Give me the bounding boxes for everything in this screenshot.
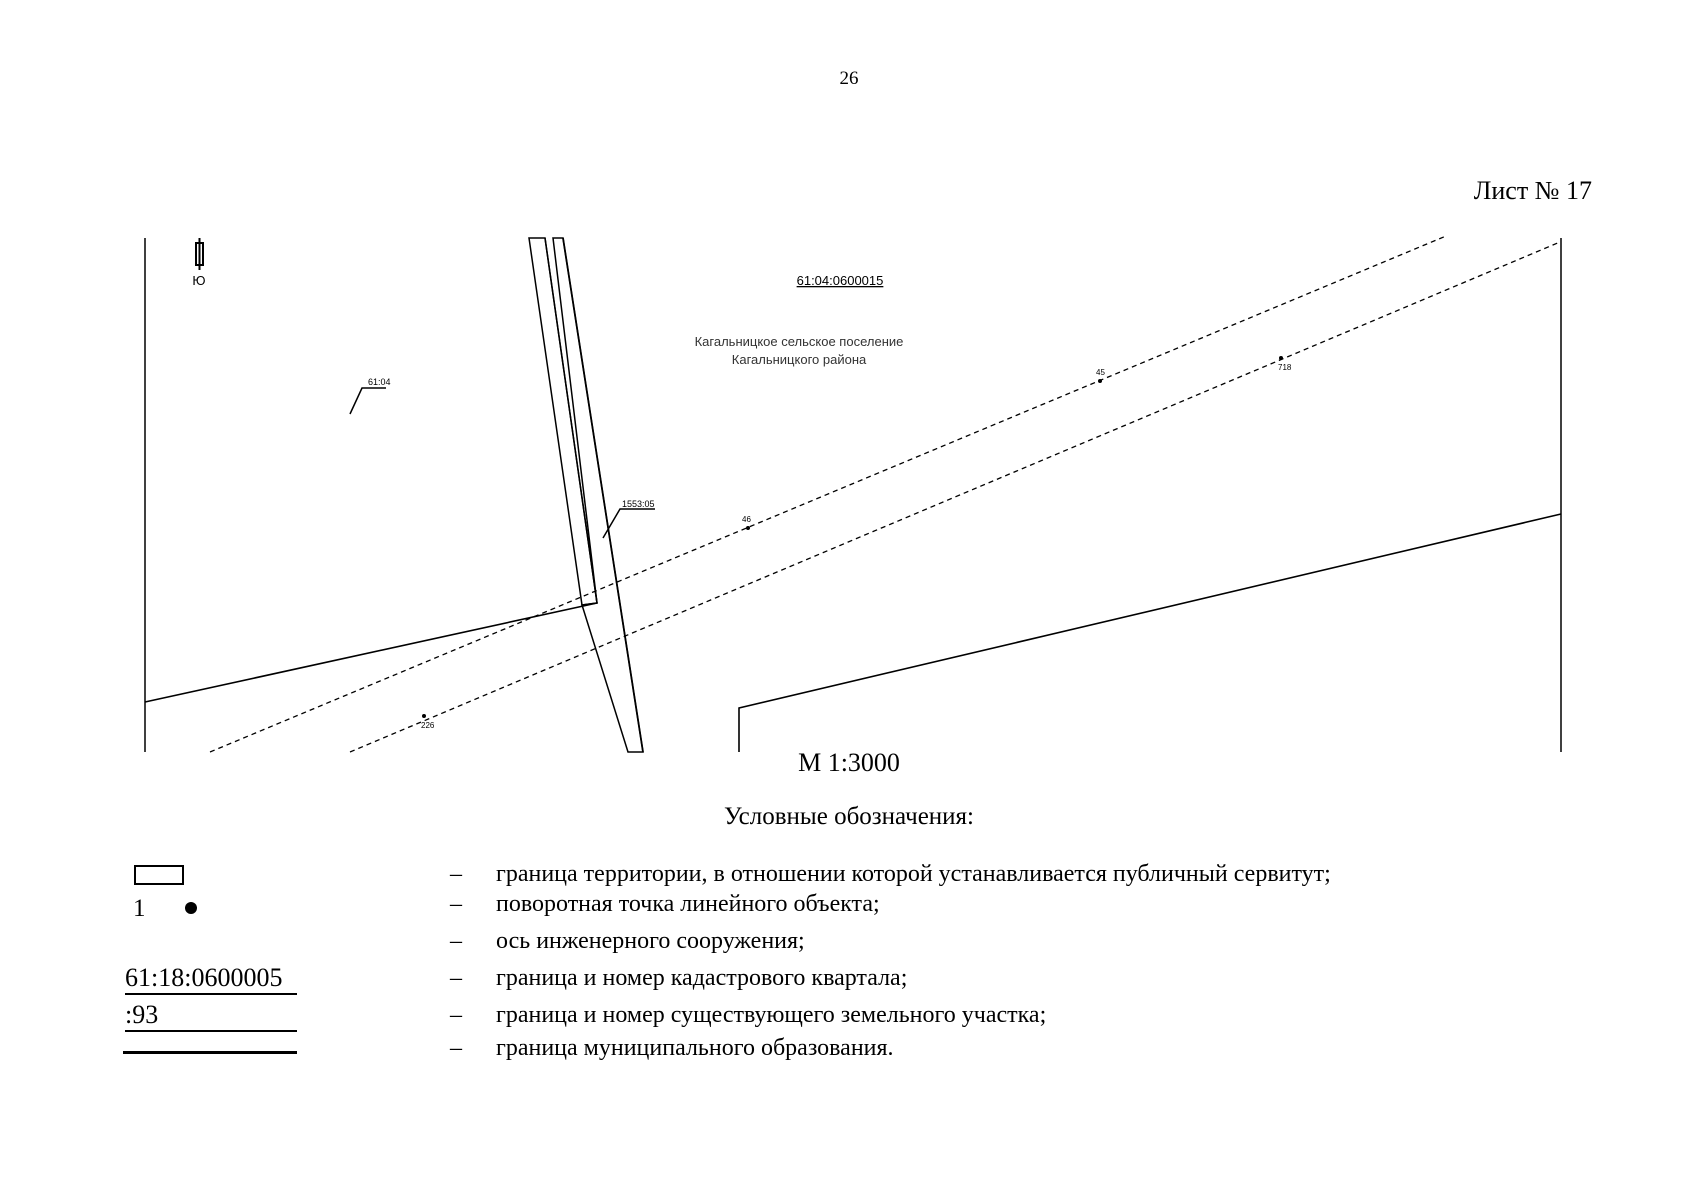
north-label: Ю	[192, 273, 206, 288]
legend-text-municipal: граница муниципального образования.	[496, 1035, 894, 1061]
parcel-symbol: :93	[125, 1000, 297, 1032]
legend-text-quarter: граница и номер кадастрового квартала;	[496, 965, 908, 991]
legend-dash: –	[450, 891, 462, 917]
legend-text-axis: ось инженерного сооружения;	[496, 928, 805, 954]
settlement-label-line1: Кагальницкое сельское поселение	[694, 334, 904, 349]
turn-point-b	[746, 526, 750, 530]
legend-dash: –	[450, 861, 462, 887]
turn-point-d	[422, 714, 426, 718]
legend-text-servitude: граница территории, в отношении которой устанавливается публичный сервитут;	[496, 861, 1331, 887]
legend-text-turn-point: поворотная точка линейного объекта;	[496, 891, 880, 917]
municipal-boundary-left	[145, 603, 597, 702]
scale-label: М 1:3000	[798, 748, 900, 777]
parcel-label-2: 1553:05	[622, 499, 655, 509]
legend-text-parcel: граница и номер существующего земельного участка;	[496, 1002, 1047, 1028]
settlement-label-line2: Кагальницкого района	[731, 352, 867, 367]
structure-axis-upper	[210, 236, 1446, 752]
turn-point-number: 1	[133, 895, 146, 922]
legend-row-turn-point	[0, 891, 1698, 925]
point-label-a: 45	[1096, 368, 1105, 377]
page-number: 26	[839, 68, 859, 89]
legend-dash: –	[450, 1002, 462, 1028]
servitude-inner-line	[563, 238, 643, 752]
point-label-d: 226	[421, 721, 435, 730]
quarter-label: 61:04:0600015	[796, 273, 884, 288]
legend-row-servitude	[0, 861, 1698, 895]
quarter-symbol: 61:18:0600005	[125, 963, 297, 995]
legend-dash: –	[450, 1035, 462, 1061]
legend-row-parcel	[0, 1002, 1698, 1036]
municipal-boundary-symbol-icon	[123, 1051, 297, 1054]
legend-row-quarter	[0, 965, 1698, 999]
road-strip	[529, 238, 597, 605]
parcel-leader-1	[350, 388, 386, 414]
legend-title: Условные обозначения:	[723, 803, 975, 830]
servitude-boundary-symbol-icon	[134, 865, 184, 885]
municipal-boundary-right	[739, 514, 1561, 752]
legend-row-axis	[0, 928, 1698, 962]
parcel-leader-2	[603, 509, 655, 538]
parcel-label-1: 61:04	[368, 377, 391, 387]
turn-point-a	[1098, 379, 1102, 383]
legend-dash: –	[450, 965, 462, 991]
point-label-b: 46	[742, 515, 751, 524]
north-arrow-icon	[196, 238, 203, 270]
structure-axis-lower	[350, 242, 1560, 752]
turn-point-dot-icon	[185, 902, 197, 914]
legend-row-municipal	[0, 1035, 1698, 1069]
sheet-label: Лист № 17	[1473, 176, 1592, 205]
legend-dash: –	[450, 928, 462, 954]
turn-point-c	[1279, 356, 1283, 360]
point-label-c: 718	[1278, 363, 1292, 372]
